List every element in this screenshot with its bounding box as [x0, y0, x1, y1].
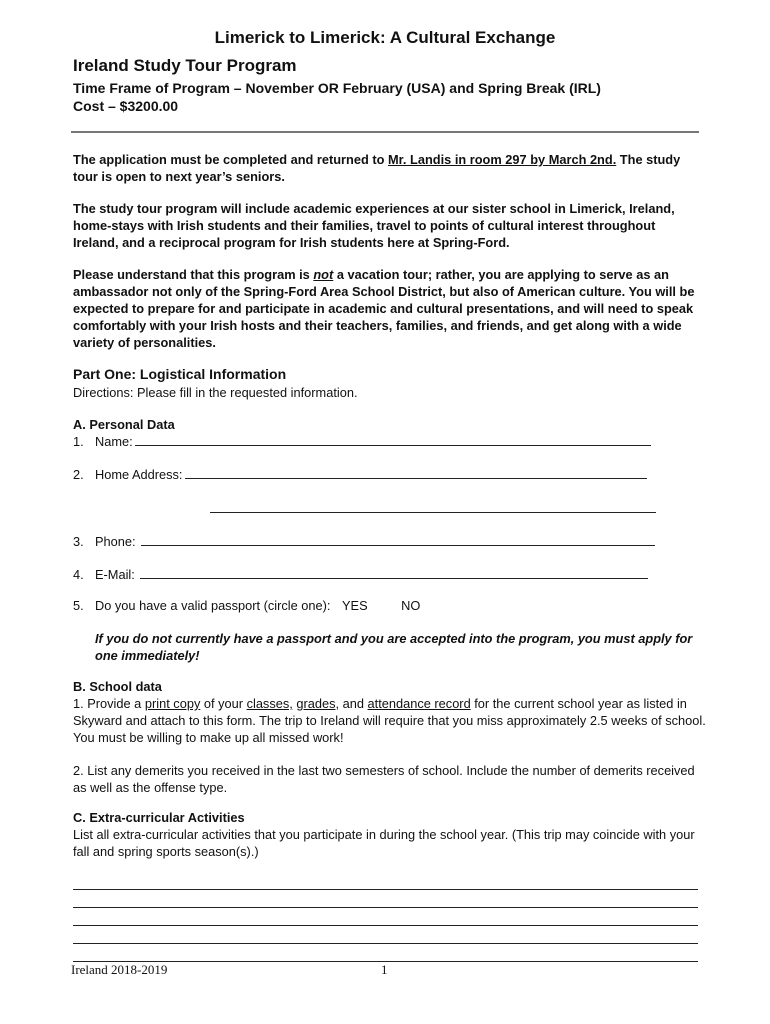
part-one-directions: Directions: Please fill in the requested information. — [73, 385, 358, 400]
answer-line[interactable] — [73, 890, 698, 908]
intro-paragraph-3: Please understand that this program is not a vacation tour; rather, you are applying to serve as an ambassador not only of the Spring-Ford Area School District, but also of American culture. You will be expected to prepare for and participate in academic and cultural presentations, and will need to speak comfortably with your Irish hosts and their teachers, families, and friends, and get along with a wide variety of personalities. — [73, 267, 695, 350]
address-line-2-row — [208, 500, 656, 516]
time-frame: Time Frame of Program – November OR February (USA) and Spring Break (IRL) — [73, 80, 601, 96]
phone-field[interactable] — [141, 533, 655, 546]
extra-curricular-answer-lines[interactable] — [73, 872, 698, 962]
email-field[interactable] — [140, 566, 648, 579]
answer-line[interactable] — [73, 944, 698, 962]
school-data-heading: B. School data — [73, 679, 162, 694]
email-field-row: 4. E-Mail: — [73, 566, 648, 582]
footer-year: Ireland 2018-2019 — [71, 962, 168, 977]
school-item-1: 1. Provide a print copy of your classes, grades, and attendance record for the current school year as listed in Skyward and attach to this form. The trip to Ireland will require that you miss approximately 2.5 weeks of school. You must be willing to make up all missed work! — [73, 696, 706, 745]
extra-curricular-heading: C. Extra-curricular Activities — [73, 810, 245, 825]
passport-yes-option[interactable]: YES — [342, 598, 368, 613]
intro-paragraph-1: The application must be completed and returned to Mr. Landis in room 297 by March 2nd. The study tour is open to next year’s seniors. — [73, 152, 681, 184]
not-emphasis: not — [313, 267, 334, 282]
address-field-row: 2. Home Address: — [73, 466, 647, 482]
passport-row: 5. Do you have a valid passport (circle one): YES NO — [73, 598, 421, 613]
intro-paragraph-2: The study tour program will include academic experiences at our sister school in Limerick, Ireland, home-stays with Irish students and their families, travel to points of cultural interest throughout Ireland, and a reciprocal program for Irish students here at Spring-Ford. — [73, 201, 675, 250]
answer-line[interactable] — [73, 926, 698, 944]
name-field-row: 1. Name: — [73, 433, 651, 449]
passport-note: If you do not currently have a passport and you are accepted into the program, you must apply for one immediately! — [95, 631, 693, 663]
personal-data-heading: A. Personal Data — [73, 417, 175, 432]
school-item-2: 2. List any demerits you received in the last two semesters of school. Include the number of demerits received as well as the offense type. — [73, 763, 695, 795]
passport-no-option[interactable]: NO — [401, 598, 421, 613]
address-field[interactable] — [185, 466, 647, 479]
name-field[interactable] — [135, 433, 651, 446]
document-title: Limerick to Limerick: A Cultural Exchange — [214, 28, 556, 47]
return-deadline: Mr. Landis in room 297 by March 2nd. — [387, 152, 617, 167]
part-one-heading: Part One: Logistical Information — [73, 366, 287, 382]
page-number: 1 — [381, 962, 388, 977]
program-subtitle: Ireland Study Tour Program — [73, 56, 297, 75]
extra-curricular-instructions: List all extra-curricular activities that you participate in during the school year. (This trip may coincide with your fall and spring sports season(s).) — [73, 827, 695, 859]
answer-line[interactable] — [73, 872, 698, 890]
phone-field-row: 3. Phone: — [73, 533, 655, 549]
cost: Cost – $3200.00 — [73, 98, 179, 114]
address-field-line-2[interactable] — [210, 500, 656, 513]
header-divider — [71, 131, 699, 133]
answer-line[interactable] — [73, 908, 698, 926]
